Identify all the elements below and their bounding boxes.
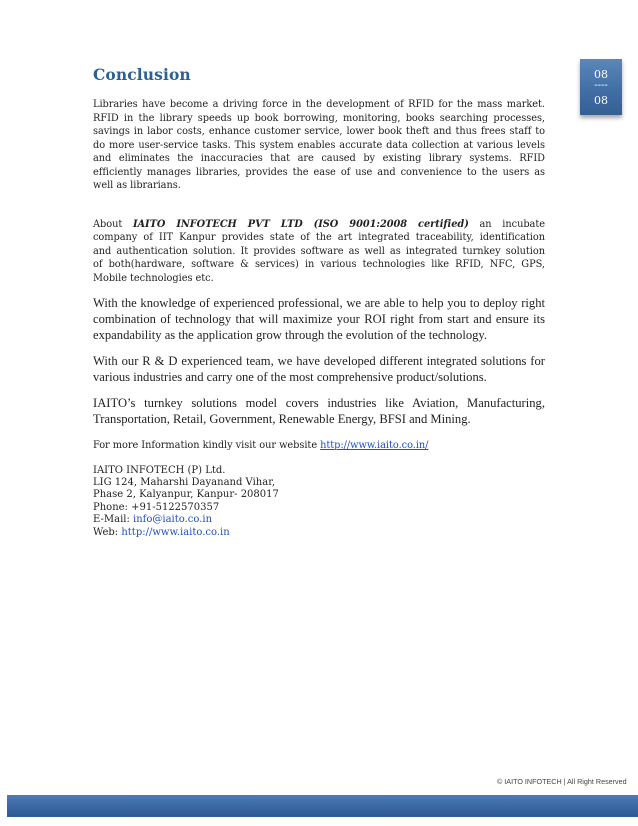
text-line: well as librarians. [93, 180, 181, 191]
text-line: various industries and carry one of the most comprehensive product/solutions. [93, 370, 487, 384]
address-company: IAITO INFOTECH (P) Ltd. [93, 464, 226, 476]
address-line-2: Phase 2, Kalyanpur, Kanpur- 208017 [93, 489, 279, 501]
page-number-separator: ---- [594, 80, 608, 91]
text-line: company of IIT Kanpur provides state of the art integrated traceability, identification [93, 232, 545, 243]
about-first-line: About IAITO INFOTECH PVT LTD (ISO 9001:2008 certified) an incubate [93, 218, 545, 230]
company-name: IAITO INFOTECH PVT LTD (ISO 9001:2008 certified) [132, 218, 469, 230]
more-info-line [93, 439, 545, 453]
text-line: Mobile technologies etc. [93, 272, 214, 284]
experience-paragraph [93, 295, 545, 343]
page-number-badge [580, 59, 622, 115]
text-line: of both(hardware, software & services) in various technologies like RFID, NFC, GPS, [93, 259, 545, 270]
address-email-row: E-Mail: info@iaito.co.in [93, 514, 213, 526]
more-info-text: For more Information kindly visit our website [93, 440, 321, 451]
text-line: expandability as the application grow through the evolution of the technology. [93, 328, 488, 342]
footer-copyright: © IAITO INFOTECH | All Right Reserved [497, 777, 627, 786]
text-line: IAITO’s turnkey solutions model covers industries like Aviation, Manufacturing, [93, 396, 545, 410]
footer-bar [7, 795, 638, 817]
text-line: efficiently manages libraries, provides the ease of use and convenience to the users as [93, 166, 545, 178]
text-line: RFID in the library speeds up book borrowing, monitoring, books searching processes, [93, 112, 545, 124]
conclusion-heading: Conclusion [93, 65, 191, 84]
text-line: and authentication solution. It provides software as well as integrated turnkey solution [93, 245, 545, 257]
text-line: savings in labor costs, enhance customer service, lower book theft and thus frees staff to [93, 126, 545, 137]
conclusion-paragraph [93, 98, 545, 193]
about-paragraph [93, 218, 545, 286]
rnd-paragraph [93, 353, 545, 385]
page-total: 08 [594, 94, 608, 107]
text-line: Libraries have become a driving force in the development of RFID for the mass market. [93, 99, 545, 110]
text-line: With the knowledge of experienced professional, we are able to help you to deploy right [93, 296, 545, 310]
text-line: With our R & D experienced team, we have developed different integrated solutions for [93, 354, 545, 368]
turnkey-paragraph [93, 395, 545, 427]
text-line: and eliminates the inaccuracies that are caused by existing library systems. RFID [93, 153, 545, 164]
address-line-1: LIG 124, Maharshi Dayanand Vihar, [93, 476, 276, 488]
document-body [93, 65, 545, 539]
email-link[interactable]: info@iaito.co.in [133, 514, 213, 526]
address-phone: Phone: +91-5122570357 [93, 501, 220, 513]
contact-address [93, 465, 545, 539]
page-number: 08 [594, 68, 608, 81]
address-web-row: Web: http://www.iaito.co.in [93, 526, 230, 538]
web-link[interactable]: http://www.iaito.co.in [121, 526, 230, 538]
website-link[interactable]: http://www.iaito.co.in/ [320, 440, 429, 451]
text-line: do more user-service tasks. This system enables accurate data collection at various levels [93, 139, 545, 151]
text-line: combination of technology that will maximize your ROI right from start and ensure its [93, 312, 545, 326]
text-line: Transportation, Retail, Government, Renewable Energy, BFSI and Mining. [93, 412, 471, 426]
